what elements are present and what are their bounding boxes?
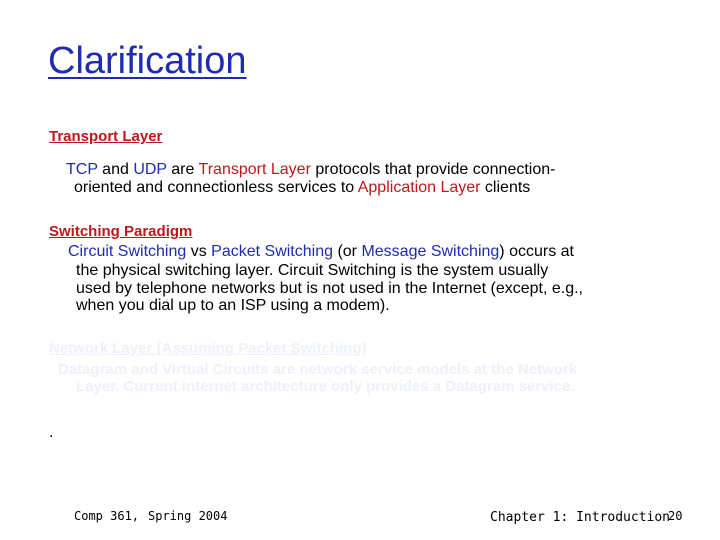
tcp-term: TCP: [66, 161, 98, 178]
transport-layer-term: Transport Layer: [198, 161, 311, 178]
network-line-1: Datagram and Virtual Circuits are network service models at the Network: [58, 361, 578, 378]
switching-line-1: [68, 243, 574, 261]
circuit-switching-term: Circuit Switching: [68, 243, 187, 260]
footer-course: Comp 361,: [74, 509, 140, 523]
footer-page-number: 20: [668, 509, 683, 523]
text: clients: [480, 179, 531, 196]
dot-mark: .: [49, 424, 54, 441]
slide-title: Clarification: [48, 40, 247, 82]
footer-chapter: Chapter 1: Introduction: [490, 510, 671, 525]
text: are: [166, 161, 199, 178]
network-heading: Network Layer (Assuming Packet Switching): [49, 340, 367, 357]
switching-line-4: when you dial up to an ISP using a modem).: [76, 297, 390, 314]
text: protocols that provide connection-: [310, 161, 556, 178]
application-layer-term: Application Layer: [357, 179, 481, 196]
text: (or: [333, 243, 362, 260]
switching-line-3: used by telephone networks but is not used in the Internet (except, e.g.,: [76, 280, 583, 297]
text: oriented and connectionless services to: [74, 179, 358, 196]
packet-switching-term: Packet Switching: [211, 243, 333, 260]
udp-term: UDP: [133, 161, 167, 178]
text: vs: [186, 243, 212, 260]
switching-heading: Switching Paradigm: [49, 223, 193, 240]
footer-term: Spring 2004: [148, 509, 228, 523]
transport-heading: Transport Layer: [49, 128, 163, 145]
transport-line-2: [74, 179, 530, 197]
text: and: [97, 161, 134, 178]
switching-line-2: the physical switching layer. Circuit Switching is the system usually: [76, 262, 549, 279]
message-switching-term: Message Switching: [361, 243, 500, 260]
transport-line-1: [66, 161, 555, 179]
network-line-2: Layer. Current Internet architecture only provides a Datagram service.: [76, 378, 575, 395]
text: ) occurs at: [499, 243, 574, 260]
